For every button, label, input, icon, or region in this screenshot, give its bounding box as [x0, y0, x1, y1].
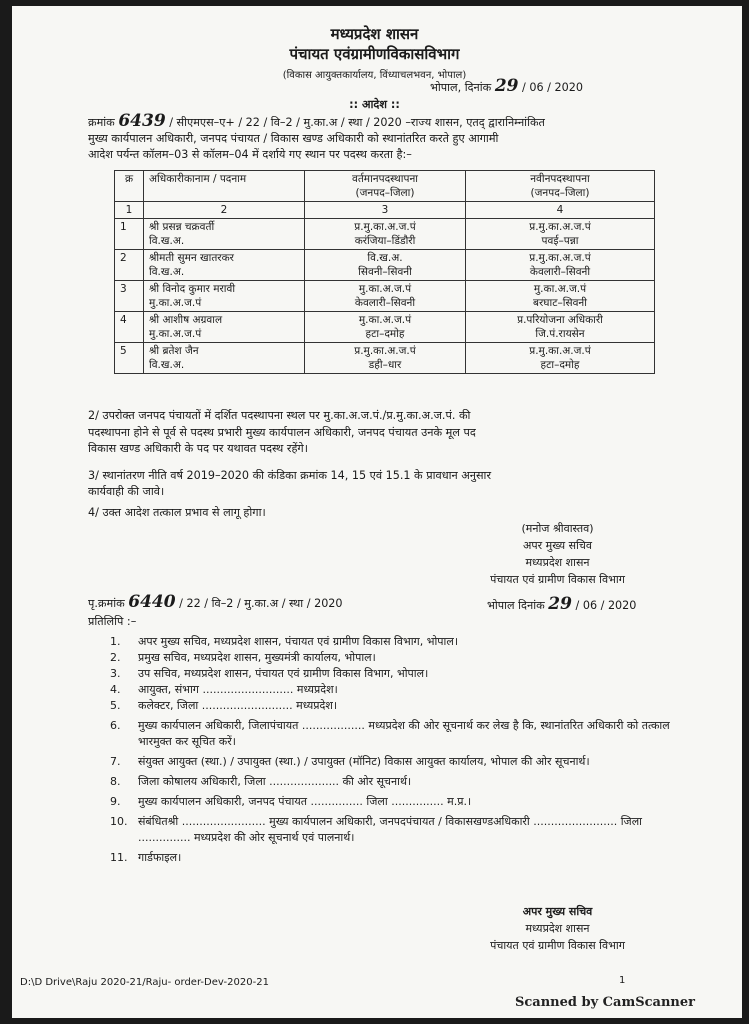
file-path-footer: D:\D Drive\Raju 2020-21/Raju- order-Dev-2020-21	[20, 977, 269, 988]
para2-line1: 2/ उपरोक्त जनपद पंचायतों में दर्शित पदस्थापना स्थल पर मु.का.अ.ज.पं./प्र.मु.का.अ.ज.पं. की	[88, 409, 471, 422]
table-row: 5 श्री ब्रतेश जैन वि.ख.अ. प्र.मु.का.अ.ज.पं डही–धार प्र.मु.का.अ.ज.पं हटा–दमोह	[115, 343, 655, 374]
copy-heading: प्रतिलिपि :–	[88, 615, 137, 628]
table-row: 4 श्री आशीष अग्रवाल मु.का.अ.ज.पं मु.का.अ.ज.पं हटा–दमोह प्र.परियोजना अधिकारी जि.पं.रायसेन	[115, 312, 655, 343]
list-item: 2. प्रमुख सचिव, मध्यप्रदेश शासन, मुख्यमंत्री कार्यालय, भोपाल।	[110, 651, 376, 664]
list-item: 7. संयुक्त आयुक्त (स्था.) / उपायुक्त (स्था.) / उपायुक्त (मॉनिट) विकास आयुक्त कार्यालय, भोपाल की ओर सूचनार्थ।	[110, 755, 590, 768]
copy-number-line: पृ.क्रमांक 6440 / 22 / वि–2 / मु.का.अ / स्था / 2020	[88, 592, 343, 612]
para3-line2: कार्यवाही की जावे।	[88, 485, 165, 498]
page-number: 1	[619, 975, 626, 986]
col-current-header: वर्तमानपदस्थापना (जनपद–जिला)	[305, 171, 466, 202]
header-office: (विकास आयुक्तकार्यालय, विंध्याचलभवन, भोपाल)	[282, 70, 467, 81]
col-officer-header: अधिकारीकानाम / पदनाम	[144, 171, 305, 202]
table-row: 3 श्री विनोद कुमार मरावी मु.का.अ.ज.पं मु.का.अ.ज.पं केवलारी–सिवनी मु.का.अ.ज.पं बरघाट–सिवनी	[115, 281, 655, 312]
col-sno-header: क्र	[115, 171, 144, 202]
header-government: मध्यप्रदेश शासन	[330, 25, 419, 43]
copy-date-line: भोपाल दिनांक 29 / 06 / 2020	[487, 594, 637, 614]
table-row: 1 श्री प्रसन्न चक्रवर्ती वि.ख.अ. प्र.मु.का.अ.ज.पं करंजिया–डिंडौरी प्र.मु.का.अ.ज.पं पवई–पन्ना	[115, 219, 655, 250]
table-row: 2 श्रीमती सुमन खातरकर वि.ख.अ. वि.ख.अ. सिवनी–सिवनी प्र.मु.का.अ.ज.पं केवलारी–सिवनी	[115, 250, 655, 281]
scanner-watermark: Scanned by CamScanner	[515, 995, 695, 1010]
signature-block-1: (मनोज श्रीवास्तव) अपर मुख्य सचिव मध्यप्रदेश शासन पंचायत एवं ग्रामीण विकास विभाग	[470, 520, 645, 588]
col-number: 4	[466, 202, 655, 219]
list-item: 5. कलेक्टर, जिला .......................... मध्यप्रदेश।	[110, 699, 338, 712]
list-item: 3. उप सचिव, मध्यप्रदेश शासन, पंचायत एवं ग्रामीण विकास विभाग, भोपाल।	[110, 667, 429, 680]
list-item: 11. गार्डफाइल।	[110, 851, 182, 864]
para4: 4/ उक्त आदेश तत्काल प्रभाव से लागू होगा।	[88, 506, 266, 519]
signature-block-2: अपर मुख्य सचिव मध्यप्रदेश शासन पंचायत एवं ग्रामीण विकास विभाग	[490, 905, 625, 952]
order-title: :: आदेश ::	[349, 98, 400, 111]
header-department: पंचायत एवंग्रामीणविकासविभाग	[289, 45, 460, 63]
col-number: 1	[115, 202, 144, 219]
order-number-line: क्रमांक 6439 / सीएमएस–ए+ / 22 / वि–2 / मु.का.अ / स्था / 2020 –राज्य शासन, एतद् द्वारानिम्नांकित	[88, 111, 545, 131]
col-number: 2	[144, 202, 305, 219]
list-item: 8. जिला कोषालय अधिकारी, जिला .................... की ओर सूचनार्थ।	[110, 775, 412, 788]
col-number: 3	[305, 202, 466, 219]
list-item: 9. मुख्य कार्यपालन अधिकारी, जनपद पंचायत ............... जिला ............... म.प्र.।	[110, 795, 472, 808]
para2-line3: विकास खण्ड अधिकारी के पद पर यथावत पदस्थ रहेंगे।	[88, 442, 308, 455]
list-item: 1. अपर मुख्य सचिव, मध्यप्रदेश शासन, पंचायत एवं ग्रामीण विकास विभाग, भोपाल।	[110, 635, 459, 648]
para3-line1: 3/ स्थानांतरण नीति वर्ष 2019–2020 की कंडिका क्रमांक 14, 15 एवं 15.1 के प्रावधान अनुसार	[88, 469, 492, 482]
list-item: 6. मुख्य कार्यपालन अधिकारी, जिलापंचायत .................. मध्यप्रदेश की ओर सूचनार्थ कर लेख है कि, स्थानांतरित अधिकारी को तत्काल भारमुक्त कर सूचित करें।	[110, 719, 670, 748]
posting-table	[114, 170, 655, 374]
signatory-name: (मनोज श्रीवास्तव)	[521, 522, 594, 535]
list-item: 4. आयुक्त, संभाग .......................... मध्यप्रदेश।	[110, 683, 338, 696]
list-item: 10. संबंधितश्री ........................ मुख्य कार्यपालन अधिकारी, जनपदपंचायत / विकासखण्डअधिकारी ........................ जिला ............... मध्यप्रदेश की ओर सूचनार्थ एवं पालनार्थ।	[110, 815, 643, 844]
order-text-line3: आदेश पर्यन्त कॉलम–03 से कॉलम–04 में दर्शाये गए स्थान पर पदस्थ करता है:–	[88, 148, 412, 161]
copy-recipients-list	[110, 634, 670, 866]
col-new-header: नवीनपदस्थापना (जनपद–जिला)	[466, 171, 655, 202]
order-text-line2: मुख्य कार्यपालन अधिकारी, जनपद पंचायत / विकास खण्ड अधिकारी को स्थानांतरित करते हुए आगामी	[88, 132, 499, 145]
place-date-line: भोपाल, दिनांक 29 / 06 / 2020	[430, 76, 583, 96]
para2-line2: पदस्थापना होने से पूर्व से पदस्थ प्रभारी मुख्य कार्यपालन अधिकारी, जनपद पंचायत उनके मूल पद	[88, 426, 476, 439]
